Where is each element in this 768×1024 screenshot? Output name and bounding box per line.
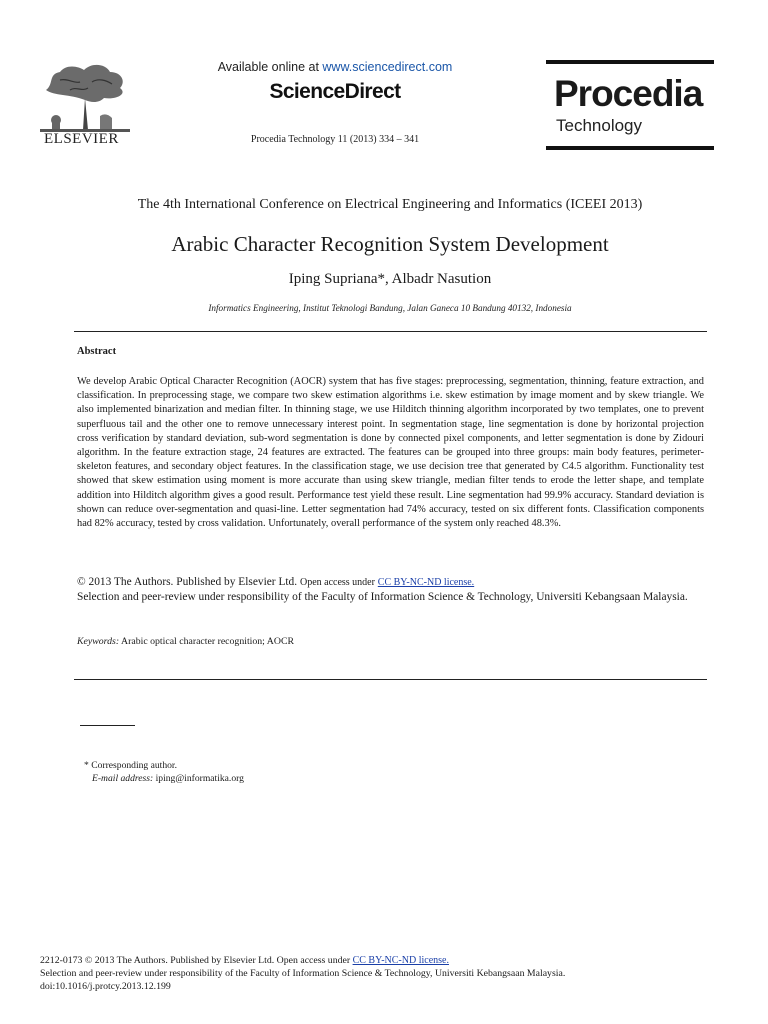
- journal-reference: Procedia Technology 11 (2013) 334 – 341: [250, 134, 420, 145]
- abstract-bottom-rule: [74, 679, 707, 680]
- procedia-logo: [546, 60, 714, 150]
- email-address[interactable]: iping@informatika.org: [155, 773, 244, 784]
- affiliation: Informatics Engineering, Institut Teknologi Bandung, Jalan Ganeca 10 Bandung 40132, Indonesia: [208, 303, 572, 313]
- email-label: E-mail address:: [92, 773, 154, 784]
- sciencedirect-logo: ScienceDirect: [269, 80, 401, 103]
- issn-line: [40, 954, 740, 967]
- sciencedirect-link[interactable]: www.sciencedirect.com: [322, 60, 453, 74]
- copyright-block: [77, 575, 707, 605]
- abstract-top-rule: [74, 331, 707, 332]
- keywords-text: Arabic optical character recognition; AOCR: [121, 636, 295, 647]
- procedia-top-bar: [546, 60, 714, 64]
- peer-review-text: Selection and peer-review under responsibility of the Faculty of Information Science & Technology, Universiti Kebangsaan Malaysia.: [77, 591, 688, 603]
- bottom-license-link[interactable]: CC BY-NC-ND license.: [352, 955, 449, 966]
- paper-title: Arabic Character Recognition System Development: [171, 232, 609, 256]
- issn-copyright: 2212-0173 © 2013 The Authors. Published by Elsevier Ltd.: [40, 955, 275, 966]
- bottom-peer-review: Selection and peer-review under responsibility of the Faculty of Information Science & Technology, Universiti Kebangsaan Malaysia.: [40, 968, 566, 980]
- open-access-text: Open access under: [299, 577, 375, 588]
- footnote-rule: [80, 725, 135, 726]
- email-line: [84, 772, 244, 785]
- conference-name: The 4th International Conference on Electrical Engineering and Informatics (ICEEI 2013): [137, 197, 643, 212]
- procedia-logo-title: Procedia: [554, 73, 703, 114]
- doi[interactable]: doi:10.1016/j.protcy.2013.12.199: [40, 981, 171, 993]
- availability-prefix: Available online at: [217, 60, 323, 74]
- procedia-bottom-bar: [546, 146, 714, 150]
- license-link[interactable]: CC BY-NC-ND license.: [377, 577, 475, 588]
- bottom-open-access: Open access under: [276, 955, 351, 966]
- procedia-logo-subtitle: Technology: [556, 116, 643, 135]
- footnote: [84, 759, 244, 785]
- abstract-heading: Abstract: [77, 346, 117, 357]
- publisher-name: ELSEVIER: [44, 131, 119, 147]
- keywords-label: Keywords:: [77, 636, 120, 647]
- keywords-line: [77, 636, 294, 647]
- author-list: Iping Supriana*, Albadr Nasution: [288, 271, 492, 287]
- bottom-publication-info: [40, 954, 740, 994]
- corresponding-author-note: * Corresponding author.: [84, 760, 177, 771]
- copyright-text: © 2013 The Authors. Published by Elsevier Ltd.: [77, 576, 298, 588]
- abstract-body: We develop Arabic Optical Character Recognition (AOCR) system that has five stages: preprocessing, segmentation, thinning, feature extraction, and classification. In preprocessing stage, we compare two skew estimation algorithms i.e. skew estimation by image moment and by skew triangle. We also implemented binarization and median filter. In thinning stage, we use Hilditch thinning algorithm incorporated by two templates, one to prevent superfluous tail and the other one to remove unnecessary interest point. In segmentation stage, line segmentation is done by horizontal projection cross verification by standard deviation, sub-word segmentation is done by connected pixel components, and letter segmentation is done by Zidouri algorithm. In the feature extraction stage, 24 features are extracted. The features can be grouped into three groups: main body features, perimeter-skeleton features, and secondary object features. In the classification stage, we use decision tree that generated by C4.5 algorithm. Functionality test showed that skew estimation using moment is more accurate than using skew triangle, median filter tends to erode the letter shape, and template addition into Hilditch algorithm gives a good result. Performance test yield these result. Line segmentation had 99.9% accuracy. Standard deviation is shown can reduce over-segmentation and quasi-line. Letter segmentation had 74% accuracy, tested on six different fonts. Classification components had 82% accuracy, tested by cross validation. Unfortunately, overall performance of the system only reached 48.3%.: [77, 376, 704, 530]
